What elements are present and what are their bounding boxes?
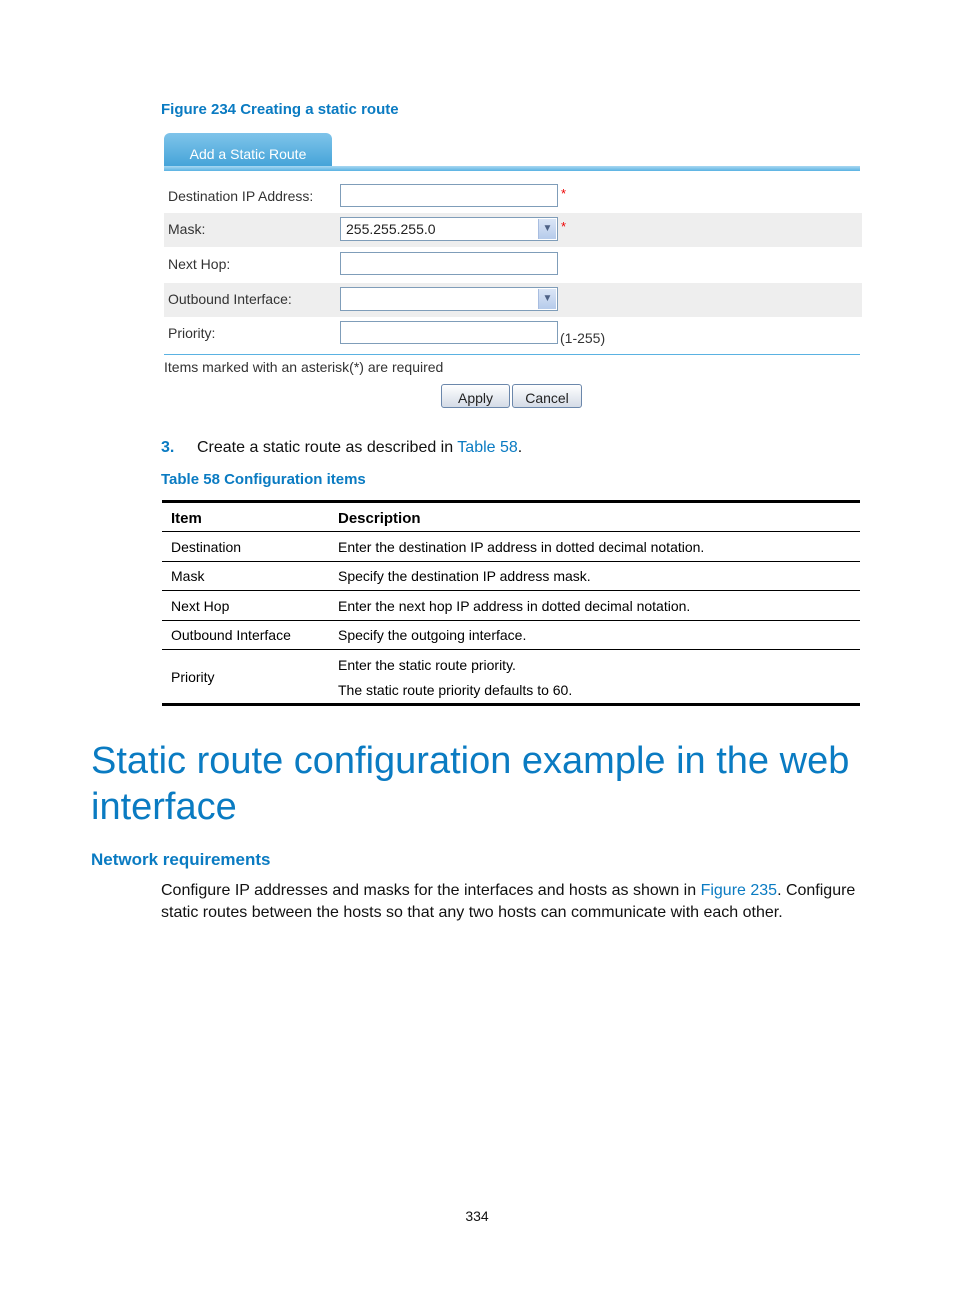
chevron-down-icon[interactable]: ▼ [538,289,556,309]
next-hop-input[interactable] [340,252,558,275]
section-subtitle: Network requirements [91,850,271,869]
outbound-interface-select[interactable] [340,287,558,311]
form-row-destination [164,180,862,214]
cancel-button[interactable]: Cancel [512,384,582,408]
figure-caption: Figure 234 Creating a static route [161,101,399,118]
section-paragraph [161,880,871,924]
table-cell-description: Specify the destination IP address mask. [338,568,591,584]
mask-select[interactable] [340,217,558,241]
priority-label: Priority: [168,325,216,341]
destination-label: Destination IP Address: [168,188,314,204]
table-header-rule [162,531,860,532]
step-text-main: Create a static route as described in [197,439,458,456]
chevron-down-icon[interactable]: ▼ [538,219,556,239]
table-cell-item: Priority [171,669,215,685]
table-cell-description: Enter the next hop IP address in dotted decimal notation. [338,598,691,614]
next-hop-label: Next Hop: [168,256,231,272]
table-row-rule [162,561,860,562]
required-note: Items marked with an asterisk(*) are required [164,359,444,375]
form-row-outbound-interface [164,283,862,317]
tab-underline [164,166,860,171]
table-cell-item: Destination [171,539,242,555]
table-cell-description: Enter the static route priority. [338,657,516,673]
table-bottom-rule [162,703,860,706]
tab-add-static-route[interactable]: Add a Static Route [164,133,332,171]
table-cell-description-2: The static route priority defaults to 60. [338,682,573,698]
table-top-rule [162,500,860,503]
apply-button[interactable]: Apply [441,384,510,408]
table-row-rule [162,620,860,621]
table-caption: Table 58 Configuration items [161,471,366,488]
mask-label: Mask: [168,221,206,237]
form-row-mask [164,213,862,247]
step-text-end: . [517,439,523,456]
mask-select-value: 255.255.255.0 [346,221,436,237]
table-header-description: Description [338,510,421,527]
form-divider [164,354,860,355]
step-number: 3. [161,439,175,456]
para-text-pre: Configure IP addresses and masks for the interfaces and hosts as shown in [161,882,701,899]
table-header-item: Item [171,510,202,527]
table-cell-item: Outbound Interface [171,627,291,643]
form-row-next-hop [164,248,862,282]
section-title: Static route configuration example in the web interface [91,740,850,828]
table-row-rule [162,590,860,591]
table-cell-description: Enter the destination IP address in dotted decimal notation. [338,539,705,555]
destination-ip-input[interactable] [340,184,558,207]
para-text-post: . Configure static routes between the hosts so that any two hosts can communicate with each other. [161,882,856,921]
figure-link[interactable]: Figure 235 [700,882,778,899]
form-row-priority [164,317,862,351]
table-link[interactable]: Table 58 [457,439,518,456]
table-row-rule [162,649,860,650]
table-cell-item: Mask [171,568,205,584]
priority-range-hint: (1-255) [560,330,606,346]
step-text [197,439,522,457]
outbound-interface-label: Outbound Interface: [168,291,292,307]
priority-input[interactable] [340,321,558,344]
table-cell-item: Next Hop [171,598,230,614]
table-cell-description: Specify the outgoing interface. [338,627,527,643]
page-number: 334 [465,1208,489,1224]
required-marker: * [561,219,567,234]
required-marker: * [561,186,567,201]
